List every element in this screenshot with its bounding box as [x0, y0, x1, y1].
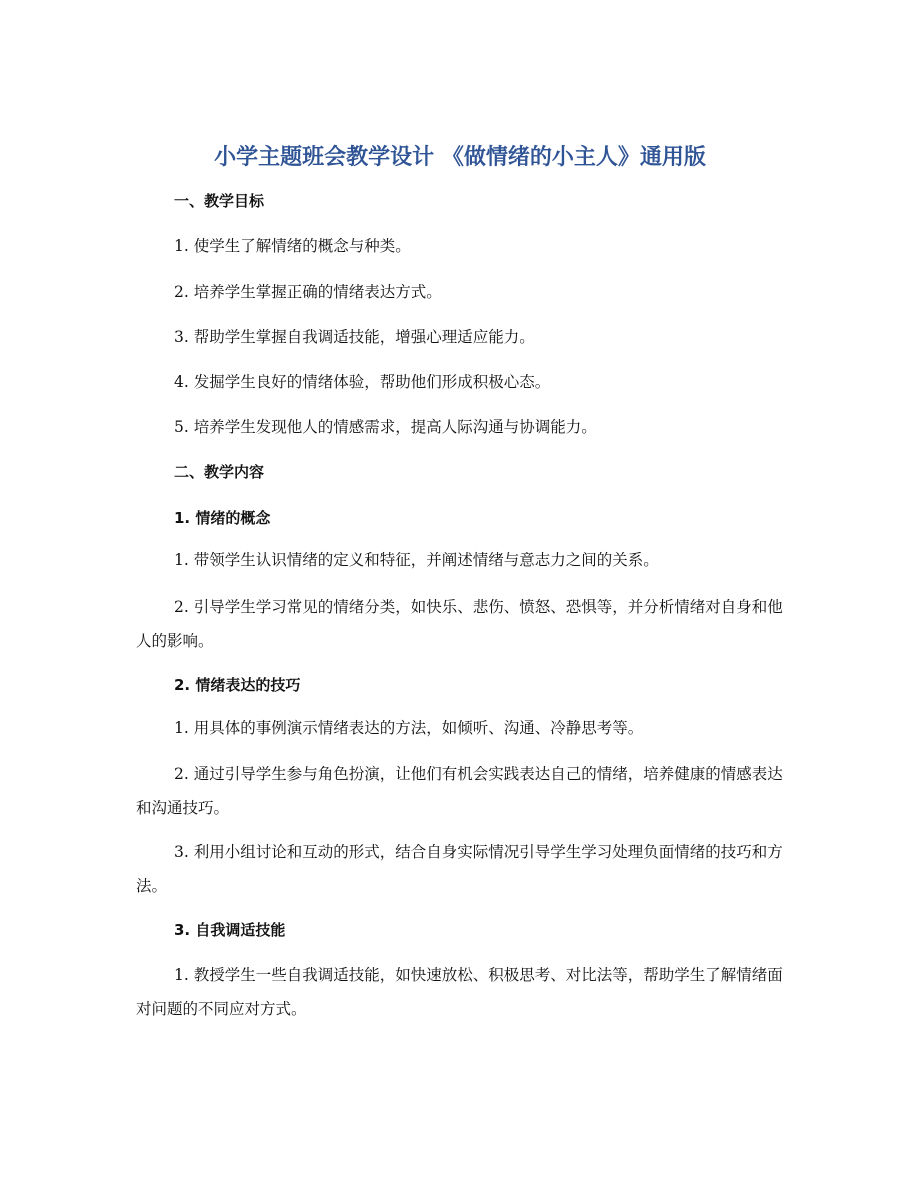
objective-item: 5. 培养学生发现他人的情感需求，提高人际沟通与协调能力。 [174, 418, 597, 436]
content-item: 1. 用具体的事例演示情绪表达的方法，如倾听、沟通、冷静思考等。 [174, 719, 644, 737]
document-title: 小学主题班会教学设计 《做情绪的小主人》通用版 [214, 145, 706, 170]
objective-item: 1. 使学生了解情绪的概念与种类。 [174, 237, 411, 255]
content-paragraph: 2. 引导学生学习常见的情绪分类，如快乐、悲伤、愤怒、恐惧等，并分析情绪对自身和他人的影响。 [136, 598, 783, 650]
subsection-heading-concept: 1. 情绪的概念 [174, 509, 271, 527]
section-heading-content: 二、教学内容 [174, 463, 265, 481]
objective-item: 4. 发掘学生良好的情绪体验，帮助他们形成积极心态。 [174, 373, 551, 391]
subsection-heading-self-regulation: 3. 自我调适技能 [174, 921, 286, 939]
content-item: 1. 带领学生认识情绪的定义和特征，并阐述情绪与意志力之间的关系。 [174, 551, 659, 569]
content-paragraph: 2. 通过引导学生参与角色扮演，让他们有机会实践表达自己的情绪，培养健康的情感表达和沟通技巧。 [136, 765, 783, 817]
content-paragraph: 1. 教授学生一些自我调适技能，如快速放松、积极思考、对比法等，帮助学生了解情绪面对问题的不同应对方式。 [136, 966, 783, 1018]
objective-item: 3. 帮助学生掌握自我调适技能，增强心理适应能力。 [174, 328, 535, 346]
content-paragraph: 3. 利用小组讨论和互动的形式，结合自身实际情况引导学生学习处理负面情绪的技巧和方法。 [136, 843, 783, 895]
section-heading-objectives: 一、教学目标 [174, 192, 265, 210]
objective-item: 2. 培养学生掌握正确的情绪表达方式。 [174, 283, 442, 301]
subsection-heading-expression: 2. 情绪表达的技巧 [174, 676, 301, 694]
